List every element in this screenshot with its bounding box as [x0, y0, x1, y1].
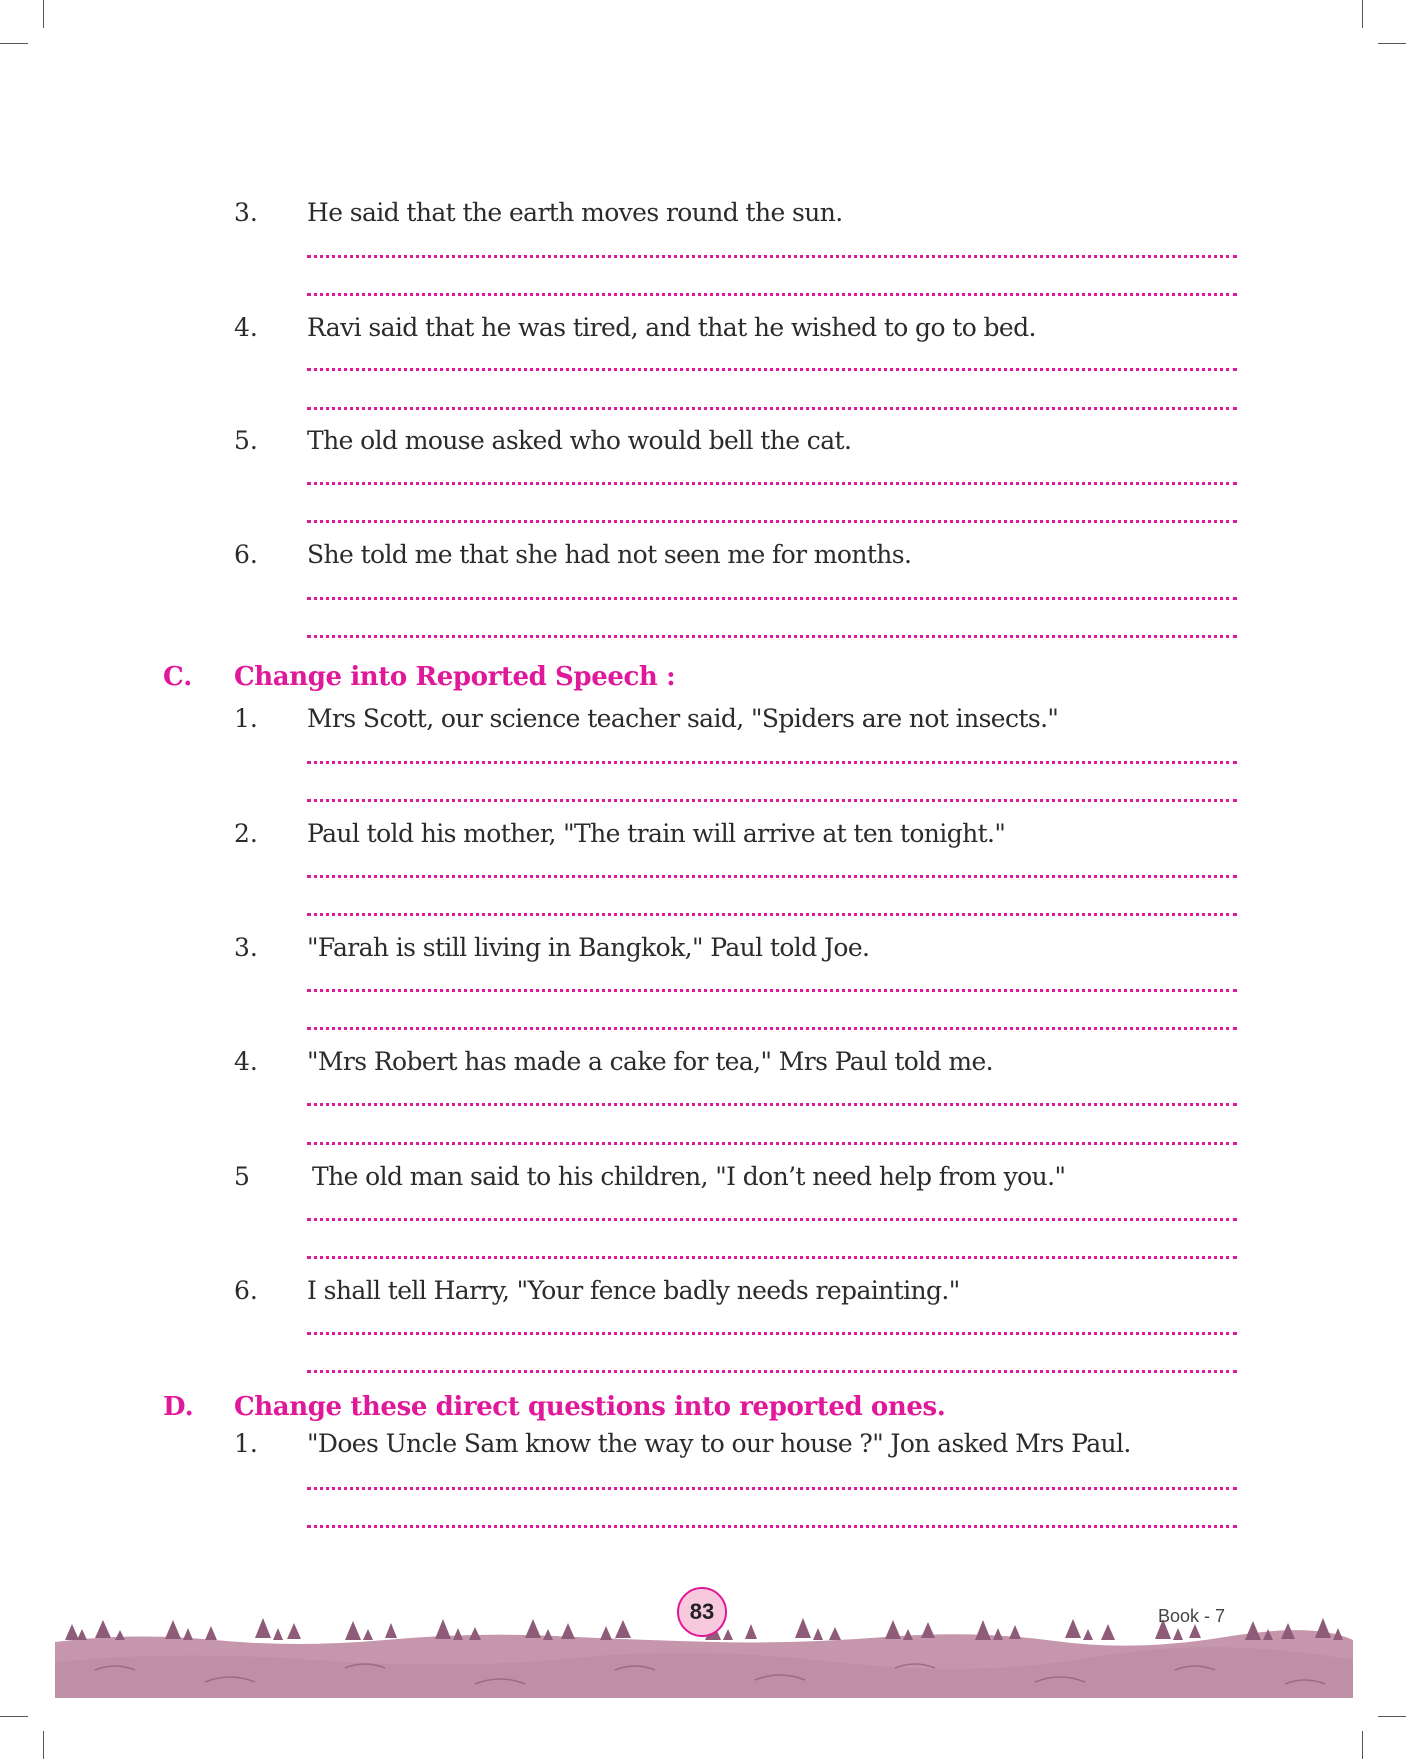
answer-line[interactable]: [307, 407, 1237, 410]
section-title: Change into Reported Speech :: [234, 662, 676, 692]
item-number: 3.: [234, 933, 258, 962]
answer-line[interactable]: [307, 1218, 1237, 1221]
item-number: 2.: [234, 819, 258, 848]
section-letter: D.: [163, 1392, 194, 1422]
answer-line[interactable]: [307, 875, 1237, 878]
item-number: 5: [234, 1162, 250, 1191]
item-text: Ravi said that he was tired, and that he wished to go to bed.: [307, 313, 1036, 342]
item-text: He said that the earth moves round the sun.: [307, 198, 843, 227]
item-number: 6.: [234, 540, 258, 569]
answer-line[interactable]: [307, 255, 1237, 258]
item-text: "Mrs Robert has made a cake for tea," Mrs Paul told me.: [307, 1047, 994, 1076]
item-number: 3.: [234, 198, 258, 227]
answer-line[interactable]: [307, 1027, 1237, 1030]
item-text: "Farah is still living in Bangkok," Paul told Joe.: [307, 933, 870, 962]
item-number: 1.: [234, 704, 258, 733]
answer-line[interactable]: [307, 293, 1237, 296]
crop-mark: [0, 1716, 28, 1717]
crop-mark: [1378, 43, 1406, 44]
answer-line[interactable]: [307, 482, 1237, 485]
crop-mark: [43, 1731, 44, 1759]
page-number-badge: 83: [677, 1587, 727, 1637]
item-text: She told me that she had not seen me for months.: [307, 540, 912, 569]
answer-line[interactable]: [307, 913, 1237, 916]
answer-line[interactable]: [307, 1370, 1237, 1373]
answer-line[interactable]: [307, 1103, 1237, 1106]
answer-line[interactable]: [307, 1256, 1237, 1259]
item-text: Paul told his mother, "The train will arrive at ten tonight.": [307, 819, 1006, 848]
answer-line[interactable]: [307, 368, 1237, 371]
item-text: The old man said to his children, "I don’t need help from you.": [312, 1162, 1066, 1191]
item-number: 5.: [234, 426, 258, 455]
item-text: I shall tell Harry, "Your fence badly needs repainting.": [307, 1276, 960, 1305]
answer-line[interactable]: [307, 1332, 1237, 1335]
answer-line[interactable]: [307, 799, 1237, 802]
answer-line[interactable]: [307, 761, 1237, 764]
section-title: Change these direct questions into reported ones.: [234, 1392, 946, 1422]
item-number: 6.: [234, 1276, 258, 1305]
crop-mark: [43, 0, 44, 28]
answer-line[interactable]: [307, 1487, 1237, 1490]
answer-line[interactable]: [307, 1142, 1237, 1145]
item-text: The old mouse asked who would bell the cat.: [307, 426, 852, 455]
item-number: 1.: [234, 1429, 258, 1458]
crop-mark: [0, 43, 28, 44]
answer-line[interactable]: [307, 520, 1237, 523]
crop-mark: [1362, 1731, 1363, 1759]
answer-line[interactable]: [307, 635, 1237, 638]
section-letter: C.: [163, 662, 193, 692]
answer-line[interactable]: [307, 597, 1237, 600]
item-text: "Does Uncle Sam know the way to our house ?" Jon asked Mrs Paul.: [307, 1429, 1131, 1458]
book-label: Book - 7: [1158, 1606, 1226, 1626]
item-text: Mrs Scott, our science teacher said, "Spiders are not insects.": [307, 704, 1059, 733]
crop-mark: [1378, 1716, 1406, 1717]
crop-mark: [1362, 0, 1363, 28]
answer-line[interactable]: [307, 989, 1237, 992]
answer-line[interactable]: [307, 1525, 1237, 1528]
item-number: 4.: [234, 313, 258, 342]
item-number: 4.: [234, 1047, 258, 1076]
